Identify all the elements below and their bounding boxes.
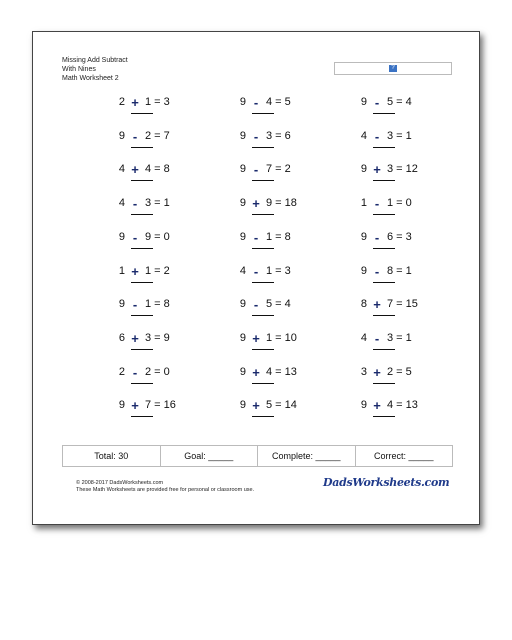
- problem-item: [349, 265, 449, 295]
- plus-sign: +: [131, 263, 139, 279]
- worksheet-id-box: [334, 62, 452, 75]
- problem-remainder: 3 = 12: [387, 163, 418, 176]
- problem-item: [107, 265, 207, 295]
- problem-remainder: 4 = 8: [145, 163, 170, 176]
- plus-sign: +: [131, 330, 139, 346]
- copyright-notice: [76, 480, 254, 494]
- first-operand: 9: [360, 230, 367, 243]
- first-operand: 9: [360, 264, 367, 277]
- score-table: [62, 445, 453, 467]
- problem-item: [107, 399, 207, 429]
- answer-blank[interactable]: [252, 349, 274, 350]
- first-operand: 9: [239, 129, 246, 142]
- first-operand: 4: [239, 264, 246, 277]
- problem-remainder: 3 = 9: [145, 331, 170, 344]
- answer-blank[interactable]: [131, 383, 153, 384]
- problem-item: [107, 332, 207, 362]
- worksheet-title: [62, 56, 128, 83]
- problem-item: [228, 265, 328, 295]
- problem-item: [228, 96, 328, 126]
- answer-blank[interactable]: [373, 282, 395, 283]
- minus-sign: -: [253, 128, 259, 144]
- problem-item: [228, 366, 328, 396]
- answer-blank[interactable]: [373, 147, 395, 148]
- plus-sign: +: [252, 330, 260, 346]
- goal-cell: Goal: _____: [161, 446, 259, 466]
- problem-remainder: 7 = 16: [145, 399, 176, 412]
- first-operand: 9: [360, 163, 367, 176]
- problem-item: [349, 96, 449, 126]
- answer-blank[interactable]: [252, 147, 274, 148]
- problem-remainder: 5 = 4: [387, 96, 412, 108]
- minus-sign: -: [253, 95, 259, 110]
- first-operand: 2: [118, 365, 125, 378]
- answer-blank[interactable]: [131, 147, 153, 148]
- plus-sign: +: [252, 196, 260, 212]
- answer-blank[interactable]: [131, 248, 153, 249]
- problem-item: [107, 298, 207, 328]
- first-operand: 9: [239, 230, 246, 243]
- answer-blank[interactable]: [252, 282, 274, 283]
- first-operand: 9: [360, 96, 367, 108]
- answer-blank[interactable]: [131, 113, 153, 114]
- plus-sign: +: [252, 364, 260, 380]
- answer-blank[interactable]: [131, 214, 153, 215]
- first-operand: 9: [118, 399, 125, 412]
- first-operand: 4: [360, 129, 367, 142]
- problem-remainder: 7 = 15: [387, 298, 418, 311]
- minus-sign: -: [374, 330, 380, 346]
- problem-item: [349, 366, 449, 396]
- problem-remainder: 2 = 0: [145, 365, 170, 378]
- problem-item: [349, 298, 449, 328]
- plus-sign: +: [373, 297, 381, 313]
- problem-remainder: 5 = 4: [266, 298, 291, 311]
- problem-remainder: 4 = 13: [387, 399, 418, 412]
- plus-sign: +: [131, 95, 139, 110]
- problem-remainder: 5 = 14: [266, 399, 297, 412]
- problem-remainder: 3 = 6: [266, 129, 291, 142]
- answer-blank[interactable]: [252, 180, 274, 181]
- answer-blank[interactable]: [373, 180, 395, 181]
- minus-sign: -: [132, 297, 138, 313]
- answer-blank[interactable]: [131, 315, 153, 316]
- problem-item: [107, 163, 207, 193]
- problem-remainder: 9 = 18: [266, 197, 297, 210]
- copyright-line-2: These Math Worksheets are provided free for personal or classroom use.: [76, 487, 255, 493]
- answer-blank[interactable]: [373, 315, 395, 316]
- title-line-2: With Nines: [62, 66, 96, 73]
- answer-blank[interactable]: [373, 248, 395, 249]
- answer-blank[interactable]: [252, 248, 274, 249]
- problem-remainder: 3 = 1: [387, 129, 412, 142]
- plus-sign: +: [373, 364, 381, 380]
- first-operand: 4: [118, 197, 125, 210]
- first-operand: 6: [118, 331, 125, 344]
- answer-blank[interactable]: [373, 113, 395, 114]
- problem-remainder: 3 = 1: [387, 331, 412, 344]
- first-operand: 9: [239, 298, 246, 311]
- minus-sign: -: [374, 95, 380, 110]
- first-operand: 9: [360, 399, 367, 412]
- total-cell: Total: 30: [63, 446, 161, 466]
- problem-item: [228, 332, 328, 362]
- problem-item: [349, 399, 449, 429]
- minus-sign: -: [374, 263, 380, 279]
- first-operand: 9: [239, 365, 246, 378]
- answer-blank[interactable]: [131, 180, 153, 181]
- first-operand: 9: [239, 163, 246, 176]
- problem-item: [349, 130, 449, 160]
- answer-blank[interactable]: [252, 383, 274, 384]
- problem-remainder: 4 = 13: [266, 365, 297, 378]
- problem-item: [228, 130, 328, 160]
- problem-item: [228, 298, 328, 328]
- minus-sign: -: [132, 229, 138, 245]
- answer-blank[interactable]: [131, 416, 153, 417]
- problem-remainder: 1 = 3: [145, 96, 170, 108]
- minus-sign: -: [253, 263, 259, 279]
- problem-remainder: 1 = 8: [145, 298, 170, 311]
- answer-blank[interactable]: [373, 383, 395, 384]
- correct-cell: Correct: _____: [373, 451, 434, 461]
- problem-item: [349, 332, 449, 362]
- plus-sign: +: [373, 398, 381, 414]
- plus-sign: +: [131, 398, 139, 414]
- minus-sign: -: [374, 128, 380, 144]
- answer-blank[interactable]: [373, 349, 395, 350]
- problem-remainder: 4 = 5: [266, 96, 291, 108]
- answer-blank[interactable]: [373, 416, 395, 417]
- answer-blank[interactable]: [252, 416, 274, 417]
- answer-blank[interactable]: [252, 113, 274, 114]
- problem-item: [107, 130, 207, 160]
- problem-item: [228, 399, 328, 429]
- problem-item: [349, 197, 449, 227]
- first-operand: 9: [239, 399, 246, 412]
- minus-sign: -: [253, 229, 259, 245]
- plus-sign: +: [373, 162, 381, 178]
- problem-remainder: 6 = 3: [387, 230, 412, 243]
- first-operand: 1: [360, 197, 367, 210]
- title-line-1: Missing Add Subtract: [62, 57, 128, 64]
- minus-sign: -: [253, 162, 259, 178]
- plus-sign: +: [131, 162, 139, 178]
- copyright-line-1: © 2008-2017 DadsWorksheets.com: [76, 480, 164, 486]
- answer-blank[interactable]: [131, 282, 153, 283]
- problem-remainder: 9 = 0: [145, 230, 170, 243]
- problem-item: [107, 366, 207, 396]
- problem-remainder: 8 = 1: [387, 264, 412, 277]
- minus-sign: -: [132, 364, 138, 380]
- problem-remainder: 3 = 1: [145, 197, 170, 210]
- first-operand: 4: [118, 163, 125, 176]
- minus-sign: -: [374, 229, 380, 245]
- problem-item: [349, 163, 449, 193]
- answer-blank[interactable]: [252, 214, 274, 215]
- first-operand: 1: [118, 264, 125, 277]
- first-operand: 8: [360, 298, 367, 311]
- minus-sign: -: [253, 297, 259, 313]
- first-operand: 9: [239, 331, 246, 344]
- answer-blank[interactable]: [131, 349, 153, 350]
- complete-cell: Complete: _____: [258, 446, 356, 466]
- problem-remainder: 2 = 7: [145, 129, 170, 142]
- answer-blank[interactable]: [373, 214, 395, 215]
- problem-remainder: 1 = 3: [266, 264, 291, 277]
- first-operand: 4: [360, 331, 367, 344]
- problem-remainder: 7 = 2: [266, 163, 291, 176]
- qr-code-icon: ?: [389, 65, 397, 72]
- problem-remainder: 1 = 8: [266, 230, 291, 243]
- minus-sign: -: [132, 196, 138, 212]
- problem-remainder: 1 = 2: [145, 264, 170, 277]
- problem-remainder: 2 = 5: [387, 365, 412, 378]
- first-operand: 9: [118, 129, 125, 142]
- problem-item: [349, 231, 449, 261]
- first-operand: 9: [239, 96, 246, 108]
- worksheet-page: [32, 31, 480, 525]
- problem-item: [107, 231, 207, 261]
- plus-sign: +: [252, 398, 260, 414]
- first-operand: 2: [118, 96, 125, 108]
- minus-sign: -: [374, 196, 380, 212]
- problem-item: [228, 231, 328, 261]
- problem-remainder: 1 = 10: [266, 331, 297, 344]
- first-operand: 9: [239, 197, 246, 210]
- answer-blank[interactable]: [252, 315, 274, 316]
- problem-item: [107, 197, 207, 227]
- dadsworksheets-logo: DadsWorksheets.com: [323, 476, 450, 489]
- minus-sign: -: [132, 128, 138, 144]
- problem-remainder: 1 = 0: [387, 197, 412, 210]
- problem-item: [107, 96, 207, 126]
- first-operand: 3: [360, 365, 367, 378]
- title-line-3: Math Worksheet 2: [62, 75, 119, 82]
- first-operand: 9: [118, 298, 125, 311]
- problem-item: [228, 197, 328, 227]
- problem-item: [228, 163, 328, 193]
- first-operand: 9: [118, 230, 125, 243]
